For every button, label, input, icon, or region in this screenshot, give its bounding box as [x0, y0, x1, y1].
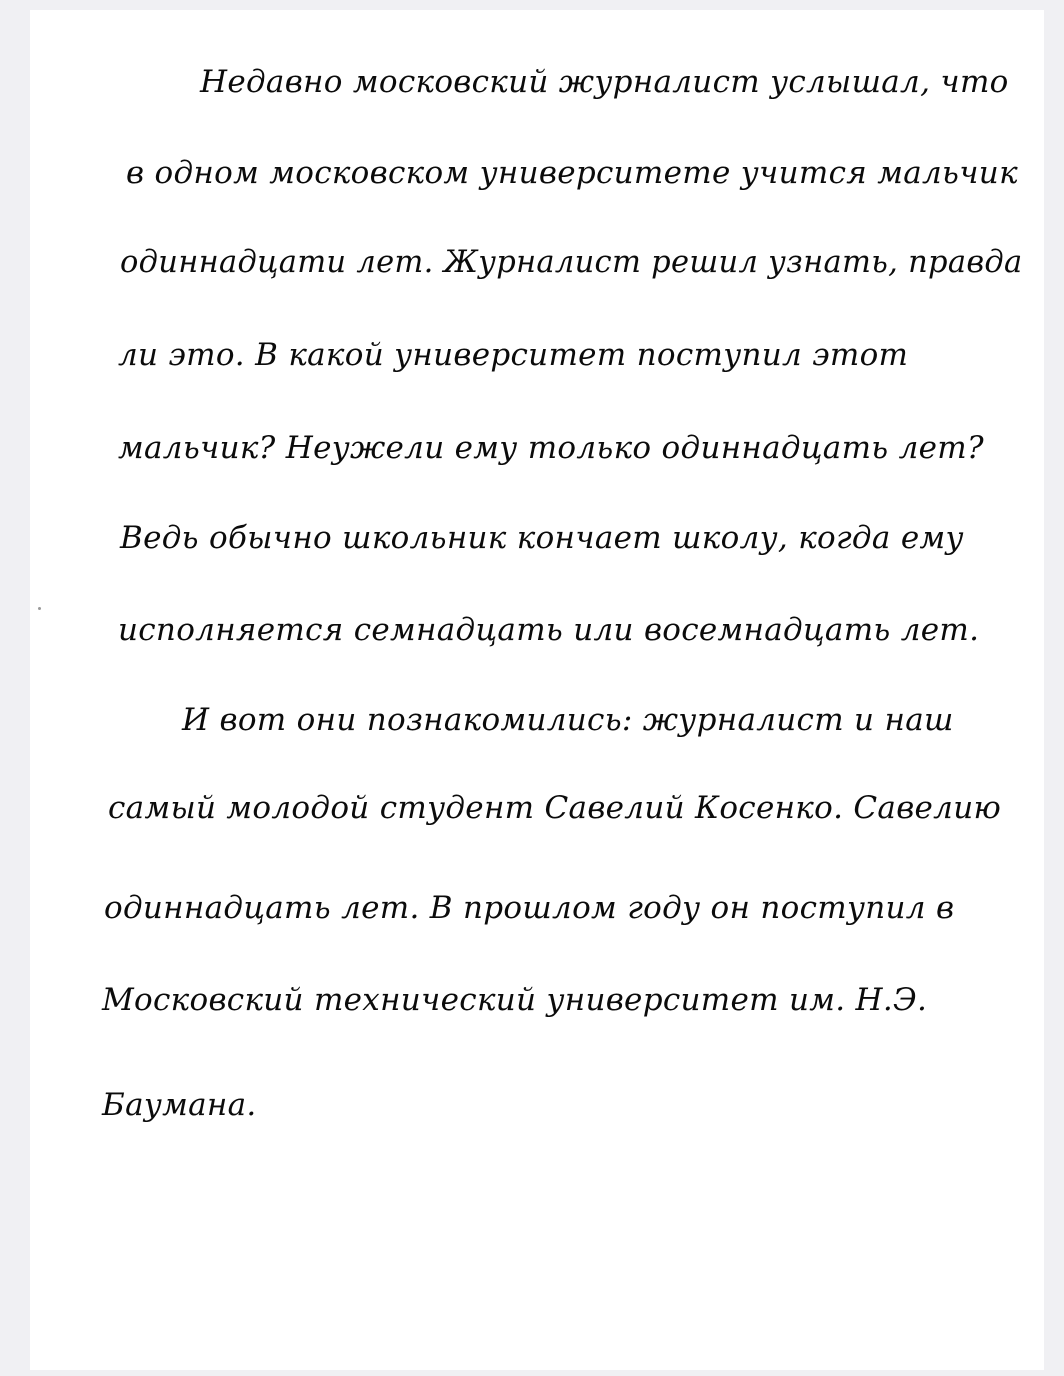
text-line-9: самый молодой студент Савелий Косенко. Савелию — [108, 790, 1002, 826]
text-line-4: ли это. В какой университет поступил этот — [118, 337, 909, 373]
text-line-5: мальчик? Неужели ему только одиннадцать лет? — [118, 430, 984, 466]
text-line-8: И вот они познакомились: журналист и наш — [182, 702, 954, 738]
text-line-11: Московский технический университет им. Н.Э. — [102, 982, 928, 1018]
text-line-12: Баумана. — [102, 1087, 257, 1123]
text-line-2: в одном московском университете учится мальчик — [126, 155, 1018, 191]
text-line-7: исполняется семнадцать или восемнадцать лет. — [118, 612, 980, 648]
text-line-1: Недавно московский журналист услышал, что — [200, 64, 1009, 100]
text-line-6: Ведь обычно школьник кончает школу, когда ему — [120, 520, 964, 556]
handwritten-page — [30, 10, 1044, 1370]
stray-ink-dot — [38, 607, 41, 610]
text-line-3: одиннадцати лет. Журналист решил узнать, правда — [120, 245, 1023, 280]
text-line-10: одиннадцать лет. В прошлом году он поступил в — [104, 890, 955, 926]
